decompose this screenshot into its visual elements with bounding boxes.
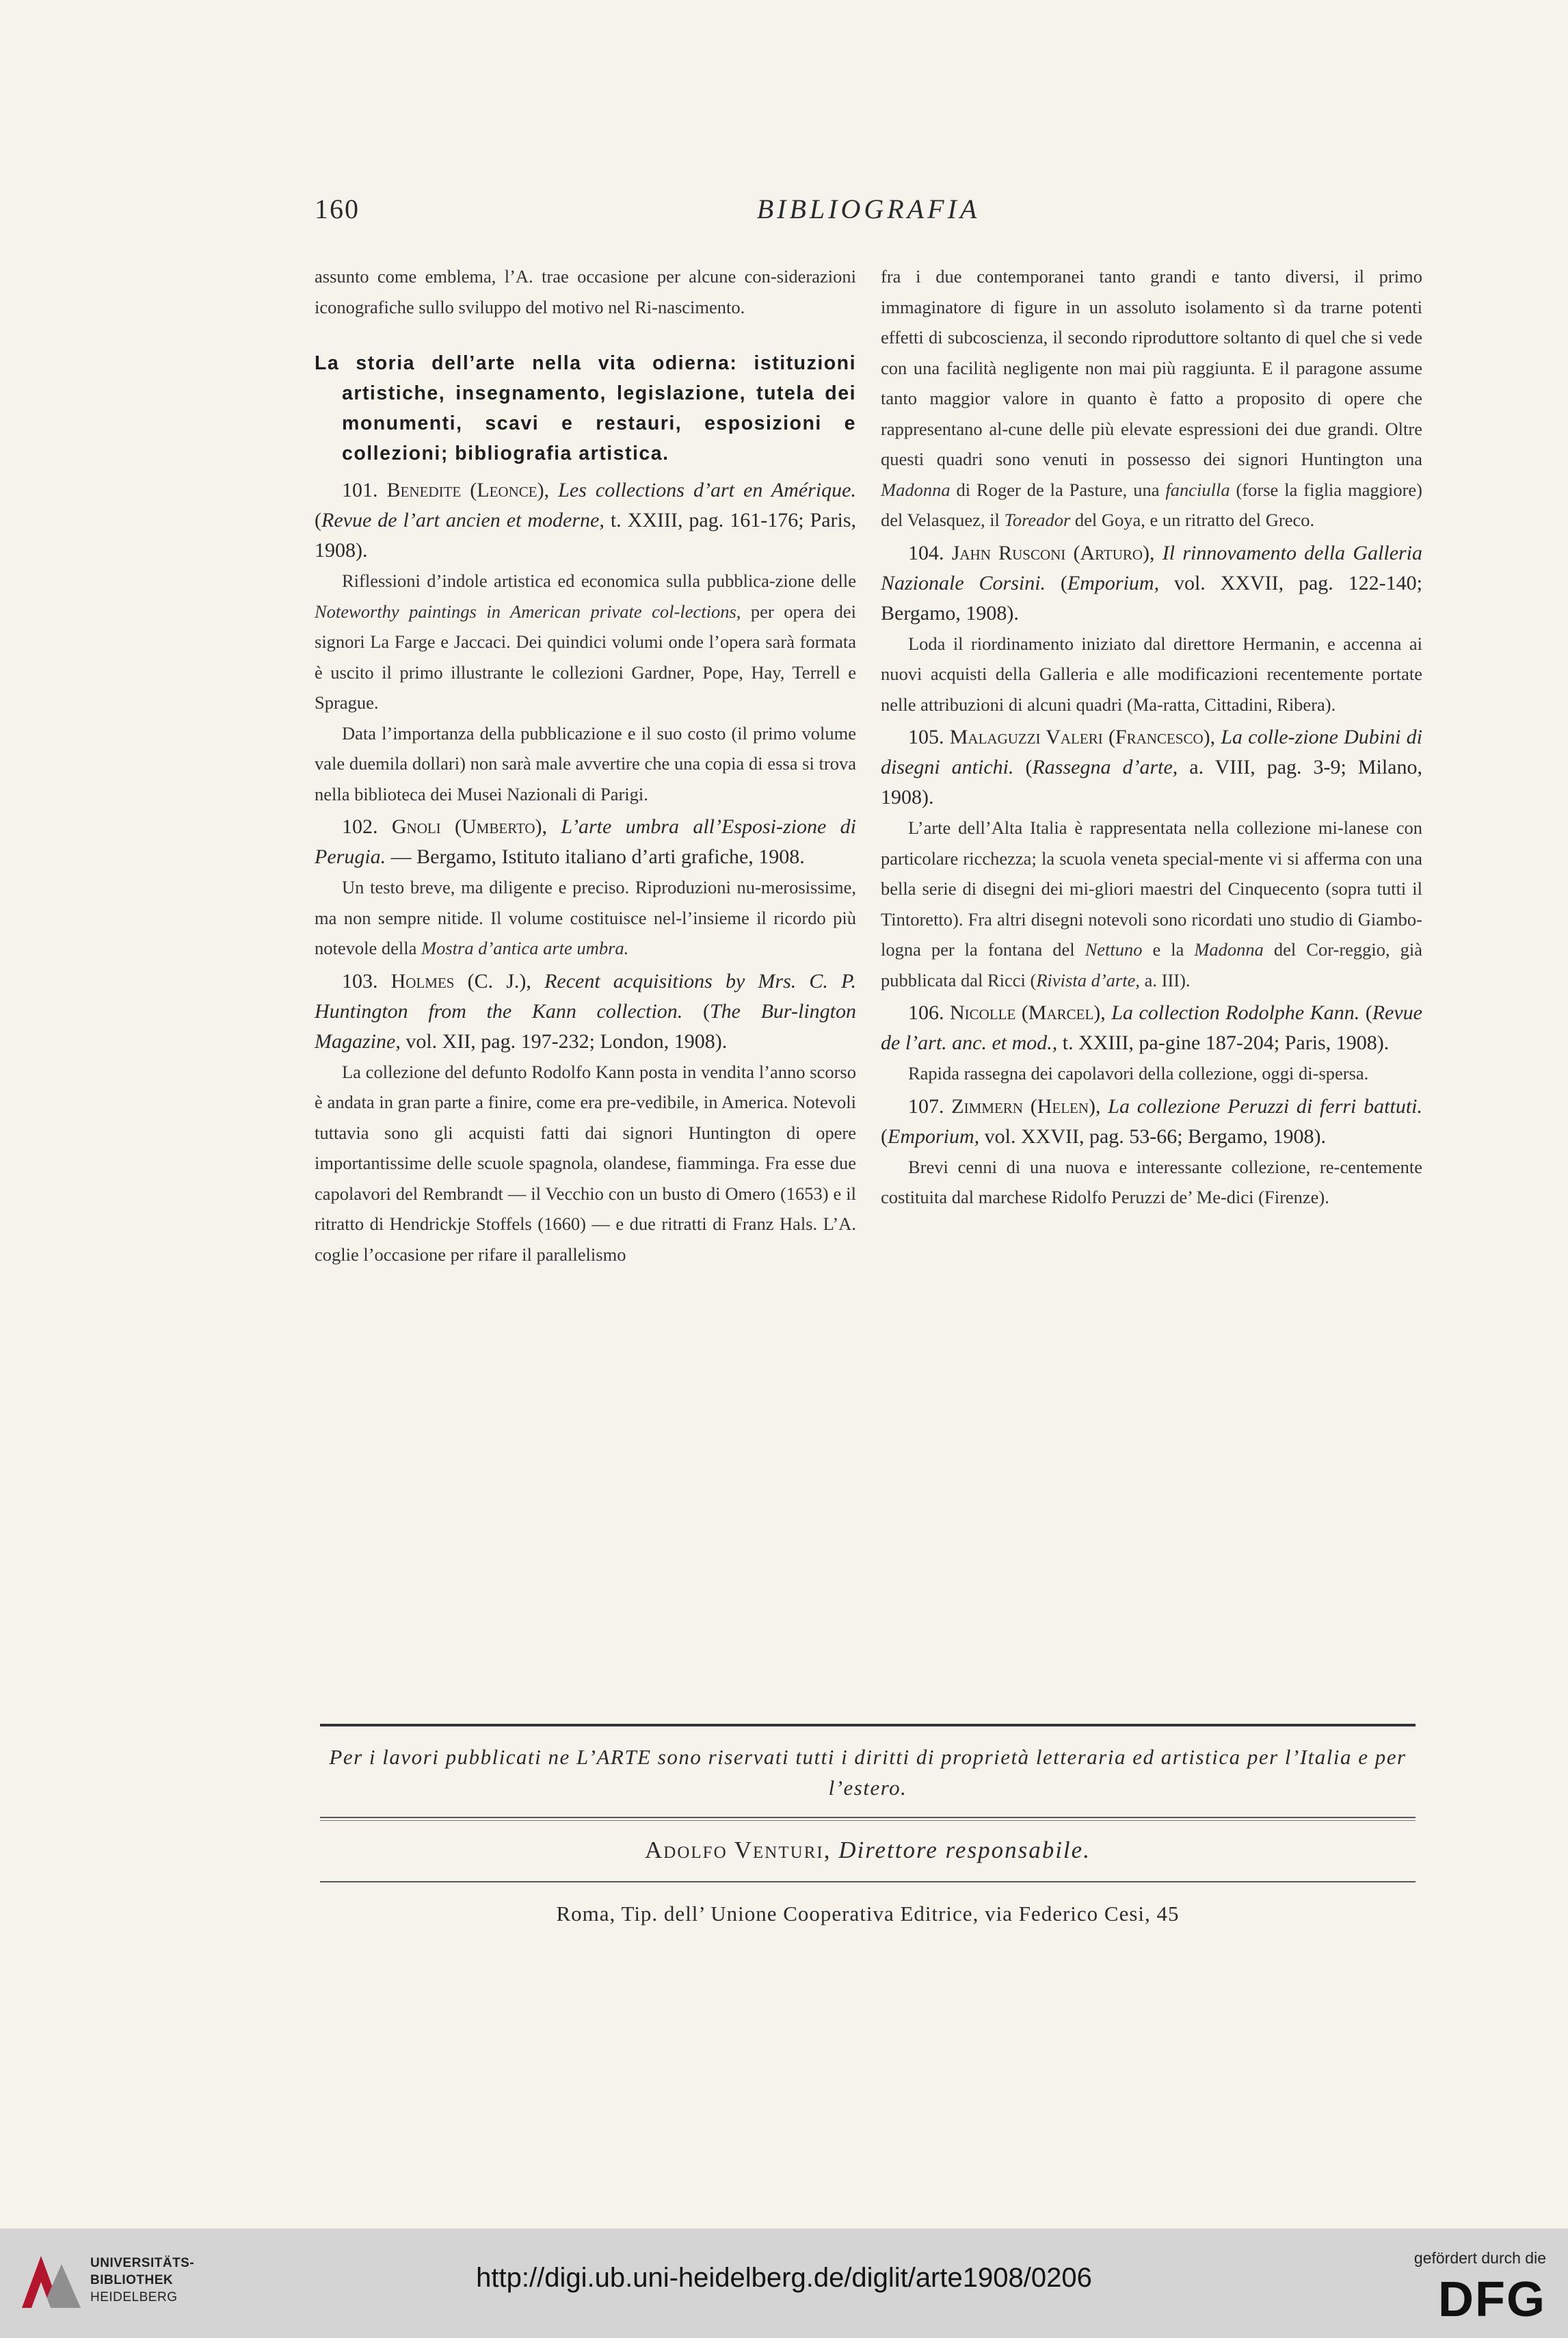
dfg-logo: DFG	[1438, 2272, 1546, 2327]
entry-journal: The Bur-lington Magazine,	[315, 999, 856, 1053]
entry-106: 106. Nicolle (Marcel), La collection Rodolphe Kann. (Revue de l’art. anc. et mod., t. XXIII, pa-gine 187-204; Paris, 1908).	[881, 1001, 1422, 1054]
entry-journal: Revue de l’art ancien et moderne,	[321, 509, 604, 531]
entry-title: Il rinnovamento della Galleria Nazionale Corsini.	[881, 541, 1423, 594]
editor-role: Direttore responsabile.	[831, 1837, 1091, 1863]
continued-paragraph: fra i due contemporanei tanto grandi e tanto diversi, il primo immaginatore di figure in un assoluto isolamento sì da trarne potenti effetti di subcoscienza, il secondo riproduttore soltanto di quel che si vede con una facilità negligente non mai più raggiunta. E il paragone assume tanto maggior valore in quanto è fatto a proposito di opere che rappresentano al-cune delle più elevate espressioni dei due grandi. Oltre questi quadri sono venuti in possesso dei signori Huntington una Madonna di Roger de la Pasture, una fanciulla (forse la figlia maggiore) del Velasquez, il Toreador del Goya, e un ritratto del Greco.	[881, 266, 1422, 530]
entry-101-comment-2: Data l’importanza della pubblicazione e il suo costo (il primo volume vale duemila dollari) non sarà male avvertire che una copia di essa si trova nella biblioteca dei Musei Nazionali di Parigi.	[315, 722, 856, 804]
entry-107-comment: Brevi cenni di una nuova e interessante collezione, re-centemente costituita dal marchese Ridolfo Peruzzi de’ Me-dici (Firenze).	[881, 1156, 1422, 1207]
entry-journal: Revue de l’art. anc. et mod.,	[881, 1001, 1422, 1054]
colophon-bottom-rule	[320, 1881, 1416, 1882]
entry-103: 103. Holmes (C. J.), Recent acquisitions by Mrs. C. P. Huntington from the Kann collection. (The Bur-lington Magazine, vol. XII, pag. 197-232; London, 1908).	[315, 969, 856, 1053]
page-number: 160	[315, 194, 360, 224]
library-name: UNIVERSITÄTS- BIBLIOTHEK HEIDELBERG	[90, 2256, 195, 2304]
running-header	[315, 193, 1422, 234]
entry-104-comment: Loda il riordinamento iniziato dal direttore Hermanin, e accenna ai nuovi acquisti della Galleria e alle modificazioni recentemente portate nelle attribuzioni di alcuni quadri (Ma-ratta, Cittadini, Ribera).	[881, 633, 1422, 715]
entry-title: Les collections d’art en Amérique.	[558, 479, 856, 501]
entry-author: Gnoli (Umberto),	[391, 815, 548, 838]
entry-102: 102. Gnoli (Umberto), L’arte umbra all’Esposi-zione di Perugia. — Bergamo, Istituto italiano d’arti grafiche, 1908.	[315, 815, 857, 868]
entry-author: Holmes (C. J.),	[390, 969, 531, 993]
right-column	[881, 261, 1422, 1213]
entry-105-comment: L’arte dell’Alta Italia è rappresentata nella collezione mi-lanese con particolare ricchezza; la scuola veneta special-mente vi si afferma con una bella serie di disegni dei mi-gliori maestri del Cinquecento (sopra tutti il Tintoretto). Fra altri disegni notevoli sono ricordati uno studio di Giambo-logna per la fontana del Nettuno e la Madonna del Cor-reggio, già pubblicata dal Ricci (Rivista d’arte, a. III).	[881, 817, 1423, 990]
entry-103-comment: La collezione del defunto Rodolfo Kann posta in vendita l’anno scorso è andata in gran parte a finire, come era pre-vedibile, in America. Notevoli tuttavia sono gli acquisti fatti dai signori Huntington di opere importantissime delle scuole spagnola, olandese, fiamminga. Fra esse due capolavori del Rembrandt — il Vecchio con un busto di Omero (1653) e il ritratto di Hendrickje Stoffels (1660) — e due ritratti di Franz Hals. L’A. coglie l’occasione per rifare il parallelismo	[315, 1061, 856, 1265]
entry-107: 107. Zimmern (Helen), La collezione Peruzzi di ferri battuti. (Emporium, vol. XXVII, pag. 53-66; Bergamo, 1908).	[881, 1094, 1422, 1148]
entry-author: Benedite (Leonce),	[386, 479, 550, 501]
funded-by-label: gefördert durch die	[1413, 2249, 1546, 2267]
colophon-double-rule	[320, 1817, 1416, 1821]
section-heading: La storia dell’arte nella vita odierna: istituzioni artistiche, insegnamento, legislazione, tutela dei monumenti, scavi e restauri, esposizioni e collezioni; bibliografia artistica.	[315, 352, 856, 464]
rights-notice: Per i lavori pubblicati ne L’ARTE sono riservati tutti i diritti di proprietà letteraria ed artistica per l’Italia e per l’estero.	[329, 1745, 1407, 1800]
running-title: BIBLIOGRAFIA	[756, 194, 981, 224]
intro-paragraph: assunto come emblema, l’A. trae occasione per alcune con-siderazioni iconografiche sullo sviluppo del motivo nel Ri-nascimento.	[315, 266, 856, 317]
entry-author: Jahn Rusconi (Arturo),	[951, 541, 1155, 564]
entry-title: La colle-zione Dubini di disegni antichi.	[881, 726, 1423, 778]
entry-104: 104. Jahn Rusconi (Arturo), Il rinnovamento della Galleria Nazionale Corsini. (Emporium, vol. XXVII, pag. 122-140; Bergamo, 1908).	[881, 541, 1423, 625]
entry-journal: Emporium,	[888, 1125, 980, 1148]
entry-author: Malaguzzi Valeri (Francesco),	[949, 726, 1216, 748]
entry-106-comment: Rapida rassegna dei capolavori della collezione, oggi di-spersa.	[908, 1063, 1369, 1083]
permalink-url[interactable]: http://digi.ub.uni-heidelberg.de/diglit/arte1908/0206	[476, 2263, 1092, 2293]
editor-name: Adolfo Venturi,	[645, 1837, 832, 1863]
entry-102-comment: Un testo breve, ma diligente e preciso. Riproduzioni nu-merosissime, ma non sempre nitide. Il volume costituisce nel-l’insieme il ricordo più notevole della Mostra d’antica arte umbra.	[315, 877, 856, 958]
entry-title: La collezione Peruzzi di ferri battuti.	[1108, 1094, 1422, 1118]
entry-author: Nicolle (Marcel),	[950, 1001, 1106, 1024]
editor-line	[320, 1837, 1416, 1864]
entry-journal: Rassegna d’arte,	[1032, 756, 1178, 778]
entry-105: 105. Malaguzzi Valeri (Francesco), La colle-zione Dubini di disegni antichi. (Rassegna d’arte, a. VIII, pag. 3-9; Milano, 1908).	[881, 726, 1423, 809]
entry-101-comment-1: Riflessioni d’indole artistica ed economica sulla pubblica-zione delle Noteworthy paintings in American private col-lections, per opera dei signori La Farge e Jaccaci. Dei quindici volumi onde l’opera sarà formata è uscito il primo illustrante le collezioni Gardner, Pope, Hay, Terrell e Sprague.	[315, 570, 857, 713]
printer-line: Roma, Tip. dell’ Unione Cooperativa Editrice, via Federico Cesi, 45	[556, 1902, 1180, 1926]
entry-journal: Emporium,	[1067, 571, 1160, 594]
colophon-top-rule	[320, 1724, 1416, 1726]
left-column	[315, 261, 856, 1270]
entry-author: Zimmern (Helen),	[951, 1094, 1101, 1118]
entry-title: L’arte umbra all’Esposi-zione di Perugia.	[315, 815, 857, 868]
digitization-footer-bar	[0, 2229, 1568, 2338]
entry-101: 101. Benedite (Leonce), Les collections d’art en Amérique. (Revue de l’art ancien et moderne, t. XXIII, pag. 161-176; Paris, 1908).	[315, 479, 857, 562]
entry-title: Recent acquisitions by Mrs. C. P. Huntington from the Kann collection.	[315, 969, 856, 1023]
entry-title: La collection Rodolphe Kann.	[1111, 1001, 1360, 1024]
